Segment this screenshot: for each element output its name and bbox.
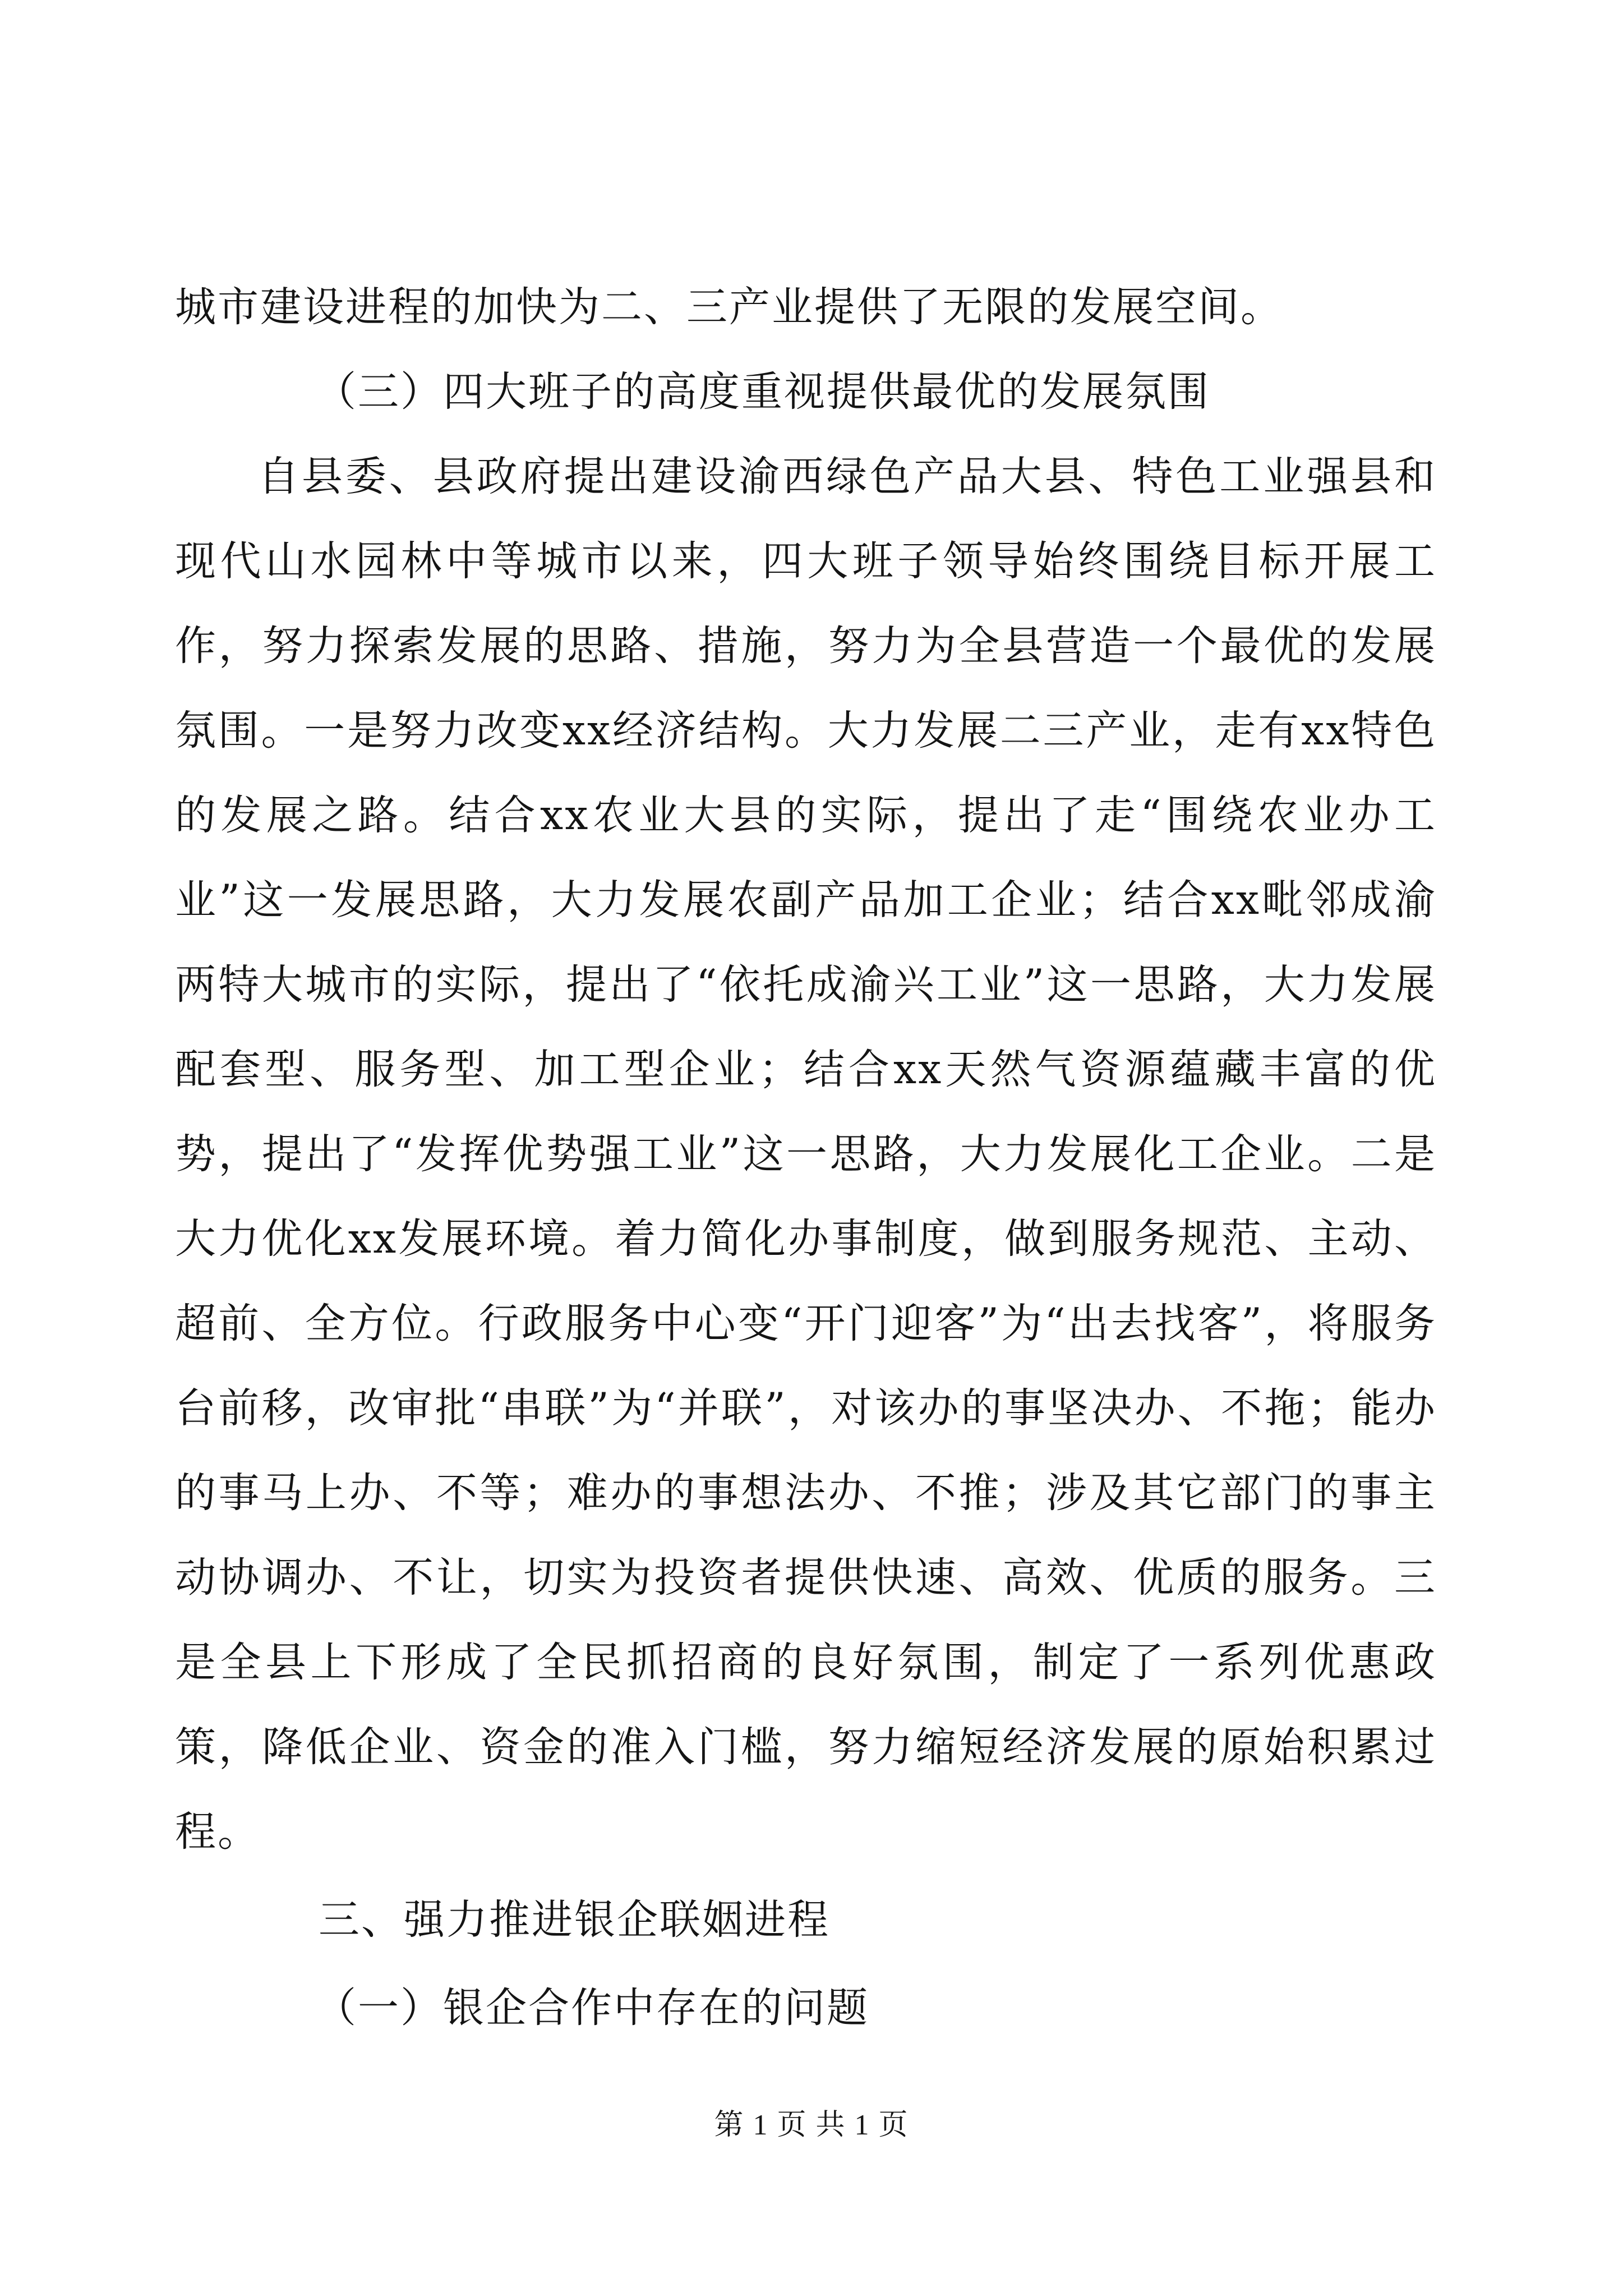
- section-heading-1: （一）银企合作中存在的问题: [315, 1984, 869, 2032]
- paragraph-body: 自县委、县政府提出建设渝西绿色产品大县、特色工业强县和现代山水园林中等城市以来，四大班子领导始终围绕目标开展工作，努力探索发展的思路、措施，努力为全县营造一个最优的发展氛围。一是努力改变xx经济结构。大力发展二三产业，走有xx特色的发展之路。结合xx农业大县的实际，提出了走“围绕农业办工业”这一发展思路，大力发展农副产品加工企业；结合xx毗邻成渝两特大城市的实际，提出了“依托成渝兴工业”这一思路，大力发展配套型、服务型、加工型企业；结合xx天然气资源蕴藏丰富的优势，提出了“发挥优势强工业”这一思路，大力发展化工企业。二是大力优化xx发展环境。着力简化办事制度，做到服务规范、主动、超前、全方位。行政服务中心变“开门迎客”为“出去找客”，将服务台前移，改审批“串联”为“并联”，对该办的事坚决办、不拖；能办的事马上办、不等；难办的事想法办、不推；涉及其它部门的事主动协调办、不让，切实为投资者提供快速、高效、优质的服务。三是全县上下形成了全民抓招商的良好氛围，制定了一系列优惠政策，降低企业、资金的准入门槛，努力缩短经济发展的原始积累过程。: [175, 453, 1437, 1856]
- document-body: [175, 265, 1437, 2050]
- section-heading-3: （三）四大班子的高度重视提供最优的发展氛围: [315, 368, 1210, 416]
- page-footer: 第 1 页 共 1 页: [714, 2109, 909, 2141]
- section-heading-main: 三、强力推进银企联姻进程: [319, 1896, 830, 1944]
- paragraph-continuation: 城市建设进程的加快为二、三产业提供了无限的发展空间。: [175, 283, 1283, 331]
